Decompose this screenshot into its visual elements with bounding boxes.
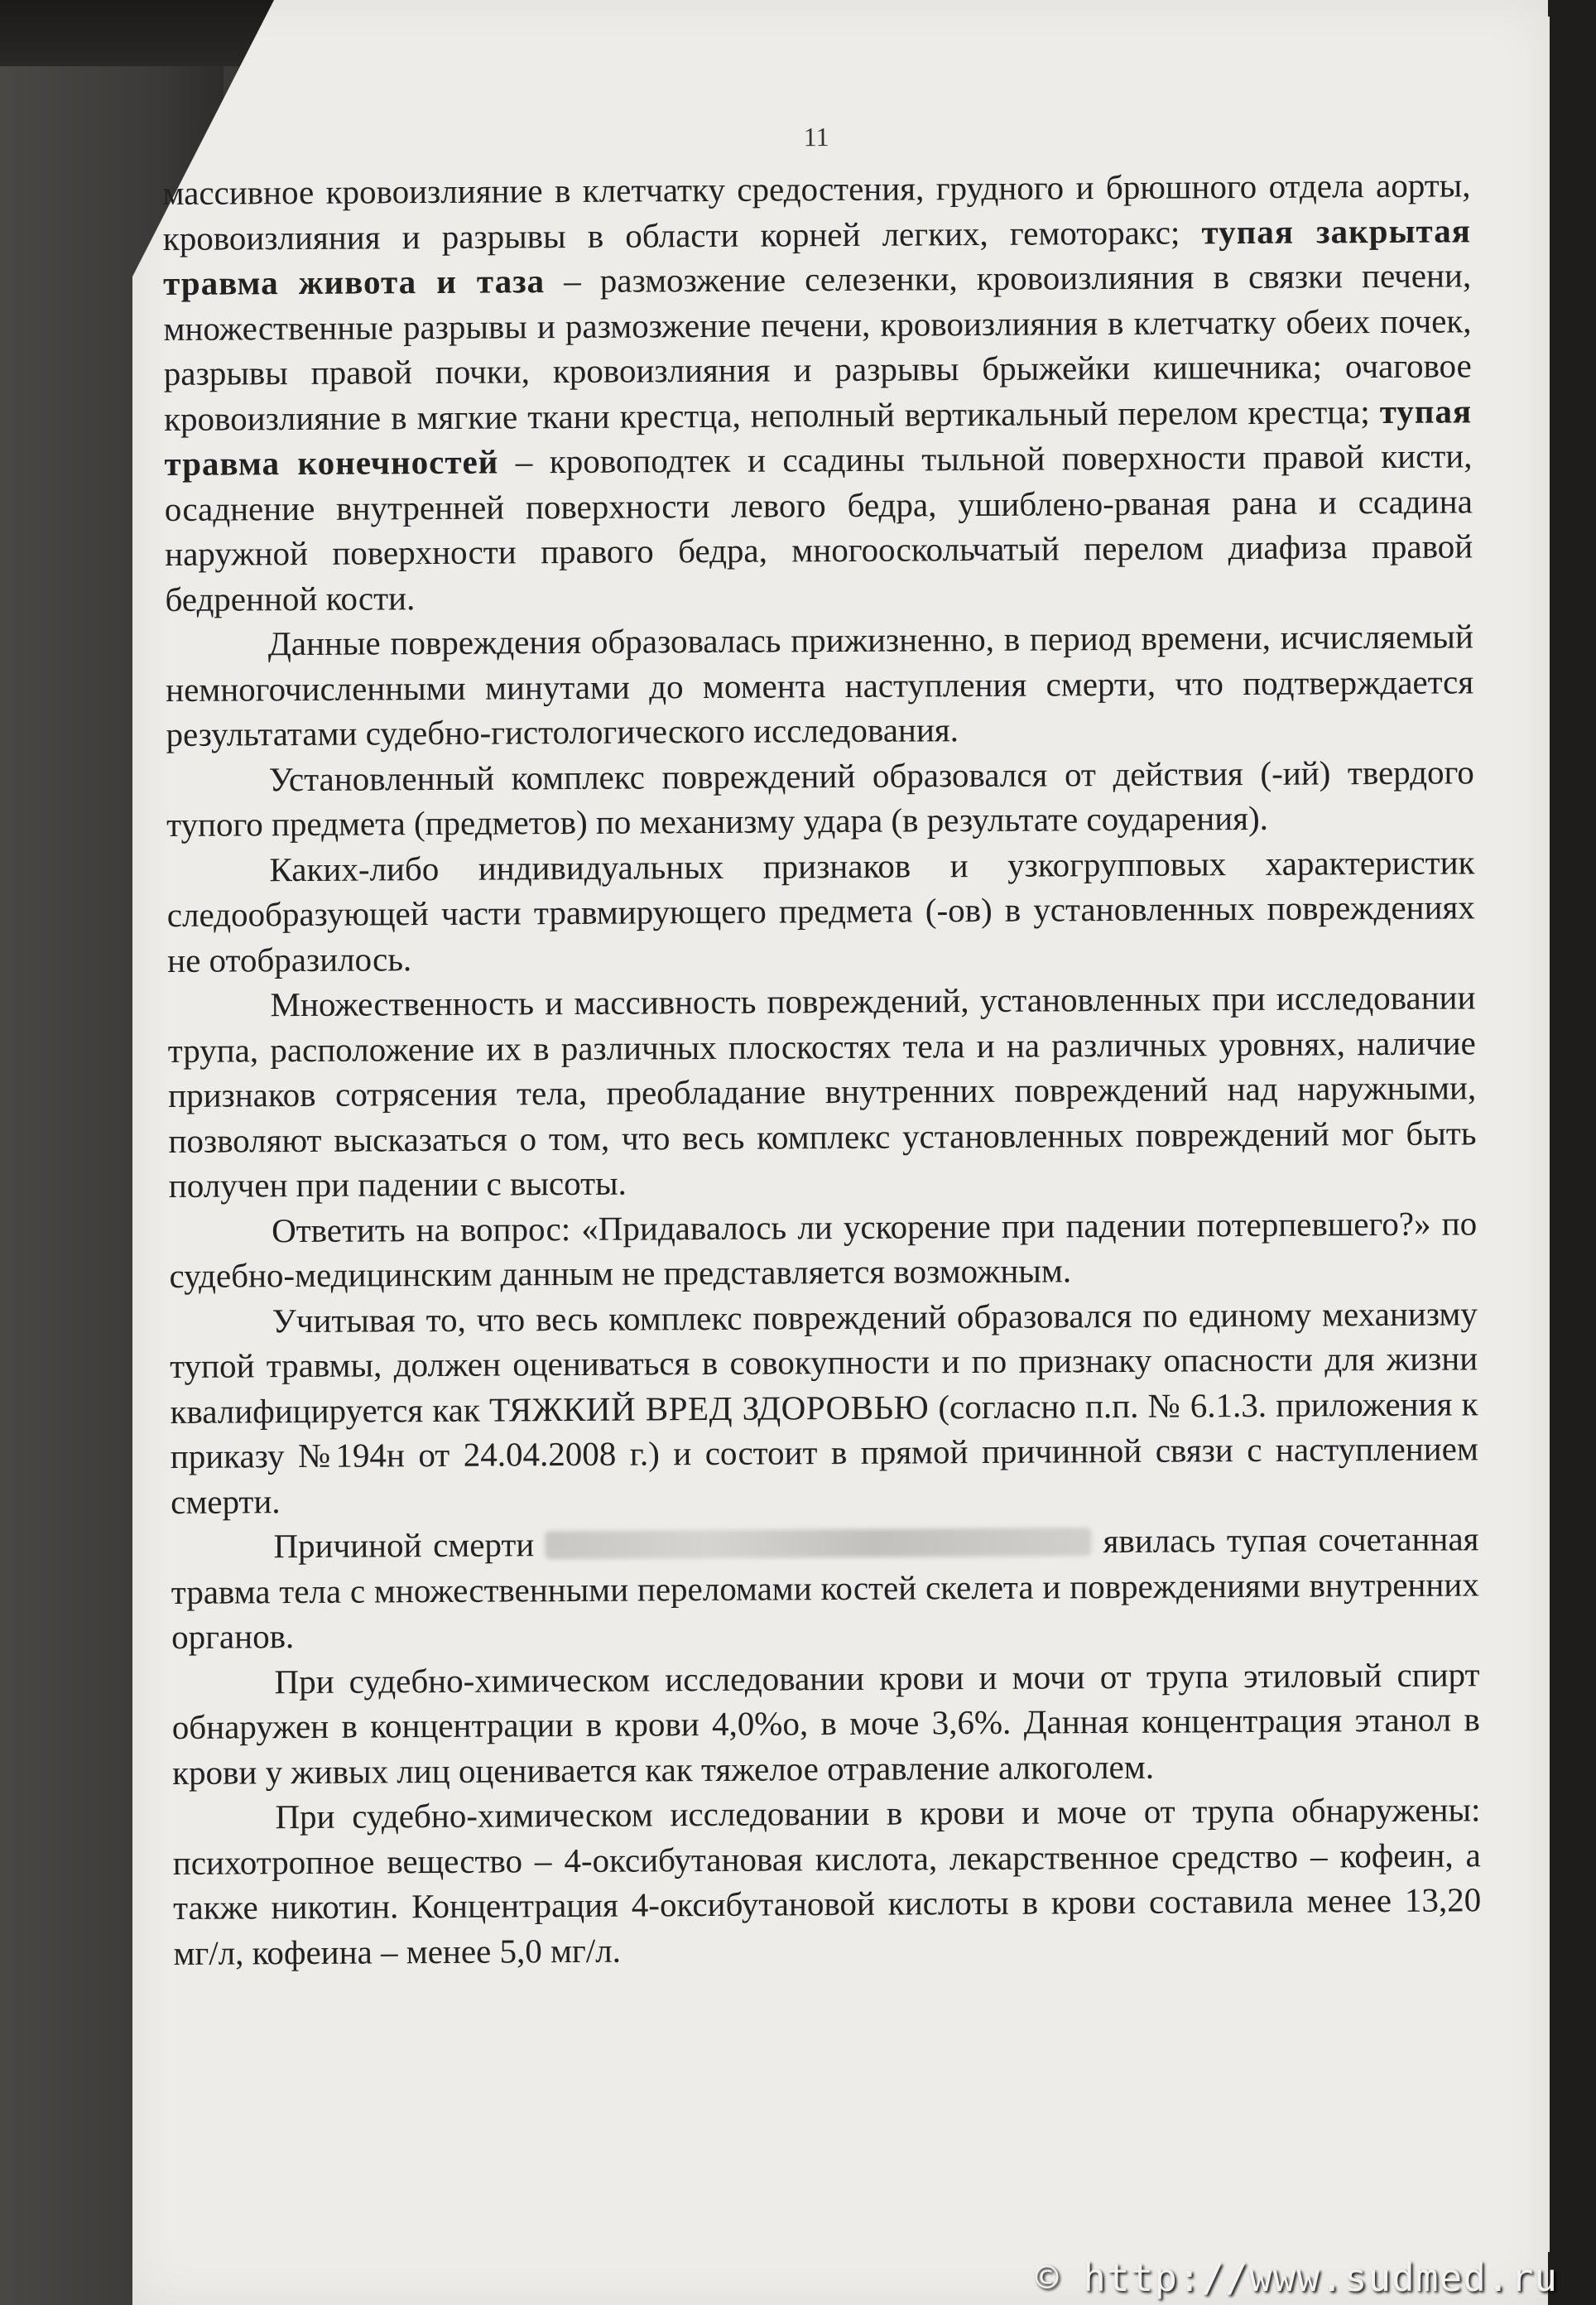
paragraph-cause-of-death: [171, 1516, 1479, 1659]
watermark: © http://www.sudmed.ru: [1035, 2255, 1558, 2300]
paragraph-mechanism: Установленный комплекс повреждений образовался от действия (-ий) твердого тупого предмета (предметов) по механизму удара (в результате соударения).: [166, 752, 1474, 844]
redacted-name: [546, 1528, 1092, 1559]
paragraph-substances: При судебно-химическом исследовании в крови и моче от трупа обнаружены: психотропное вещество – 4-оксибутановая кислота, лекарственное средство – кофеин, а также никотин. Концентрация 4-оксибутановой кислоты в крови составила менее 13,20 мг/л, кофеина – менее 5,0 мг/л.: [172, 1790, 1482, 1972]
paragraph-features: Каких-либо индивидуальных признаков и узкогрупповых характеристик следообразующей части травмирующего предмета (-ов) в установленных повреждениях не отобразилось.: [166, 842, 1475, 979]
paragraph-severity: [170, 1291, 1479, 1524]
paragraph-text: массивное кровоизлияние в клетчатку средостения, грудного и брюшного отдела аорты, кровоизлияния и разрывы в области корней легких, гемоторакс;: [162, 166, 1471, 257]
paragraph-text: Учитывая то, что весь комплекс повреждений образовался по единому механизму тупой травмы, должен оцениваться в совокупности и по признаку опасности для жизни квалифицируется как: [170, 1293, 1478, 1431]
document-content: [162, 116, 1482, 1975]
page-number: 11: [803, 122, 829, 152]
paragraph-lifetime: Данные повреждения образовалась прижизненно, в период времени, исчисляемый немногочисленными минутами до момента наступления смерти, что подтверждается результатами судебно-гистологического исследования.: [166, 617, 1474, 753]
paragraph-text: Причиной смерти: [273, 1525, 546, 1566]
paragraph-text: (согласно п.п. № 6.1.3. приложения к приказу №194н от 24.04.2008 г.) и состоит в прямой причинной связи с наступлением смерти.: [170, 1383, 1478, 1521]
paragraph-acceleration: Ответить на вопрос: «Придавалось ли ускорение при падении потерпевшего?» по судебно-медицинским данным не представляется возможным.: [169, 1203, 1478, 1295]
paragraph-fall: Множественность и массивность повреждений, установленных при исследовании трупа, расположение их в различных плоскостях тела и на различных уровнях, наличие признаков сотрясения тела, преобладание внутренних повреждений над наружными, позволяют высказаться о том, что весь комплекс установленных повреждений мог быть получен при падении с высоты.: [167, 978, 1477, 1205]
bold-heading-limbs: тупая травма конечностей: [164, 391, 1473, 483]
severity-caps: ТЯЖКИЙ ВРЕД ЗДОРОВЬЮ: [488, 1387, 930, 1429]
paragraph-text: – кровоподтек и ссадины тыльной поверхности правой кисти, осаднение внутренней поверхности левого бедра, ушиблено-рваная рана и ссадина наружной поверхности правого бедра, многооскольчатый перелом диафиза правой бедренной кости.: [164, 436, 1473, 618]
paragraph-injuries: [162, 162, 1473, 622]
paragraph-text: явилась тупая сочетанная травма тела с множественными переломами костей скелета и повреждениями внутренних органов.: [171, 1519, 1479, 1656]
paragraph-alcohol: При судебно-химическом исследовании крови и мочи от трупа этиловый спирт обнаружен в концентрации в крови 4,0%о, в моче 3,6%. Данная концентрация этанол в крови у живых лиц оценивается как тяжелое отравление алкоголем.: [171, 1654, 1480, 1792]
paragraph-text: – размозжение селезенки, кровоизлияния в связки печени, множественные разрывы и размозжение печени, кровоизлияния в клетчатку обеих почек, разрывы правой почки, кровоизлияния и разрывы брыжейки кишечника; очаговое кровоизлияние в мягкие ткани крестца, неполный вертикальный перелом крестца;: [163, 256, 1472, 438]
bold-heading-abdomen: тупая закрытая травма живота и таза: [163, 210, 1471, 302]
